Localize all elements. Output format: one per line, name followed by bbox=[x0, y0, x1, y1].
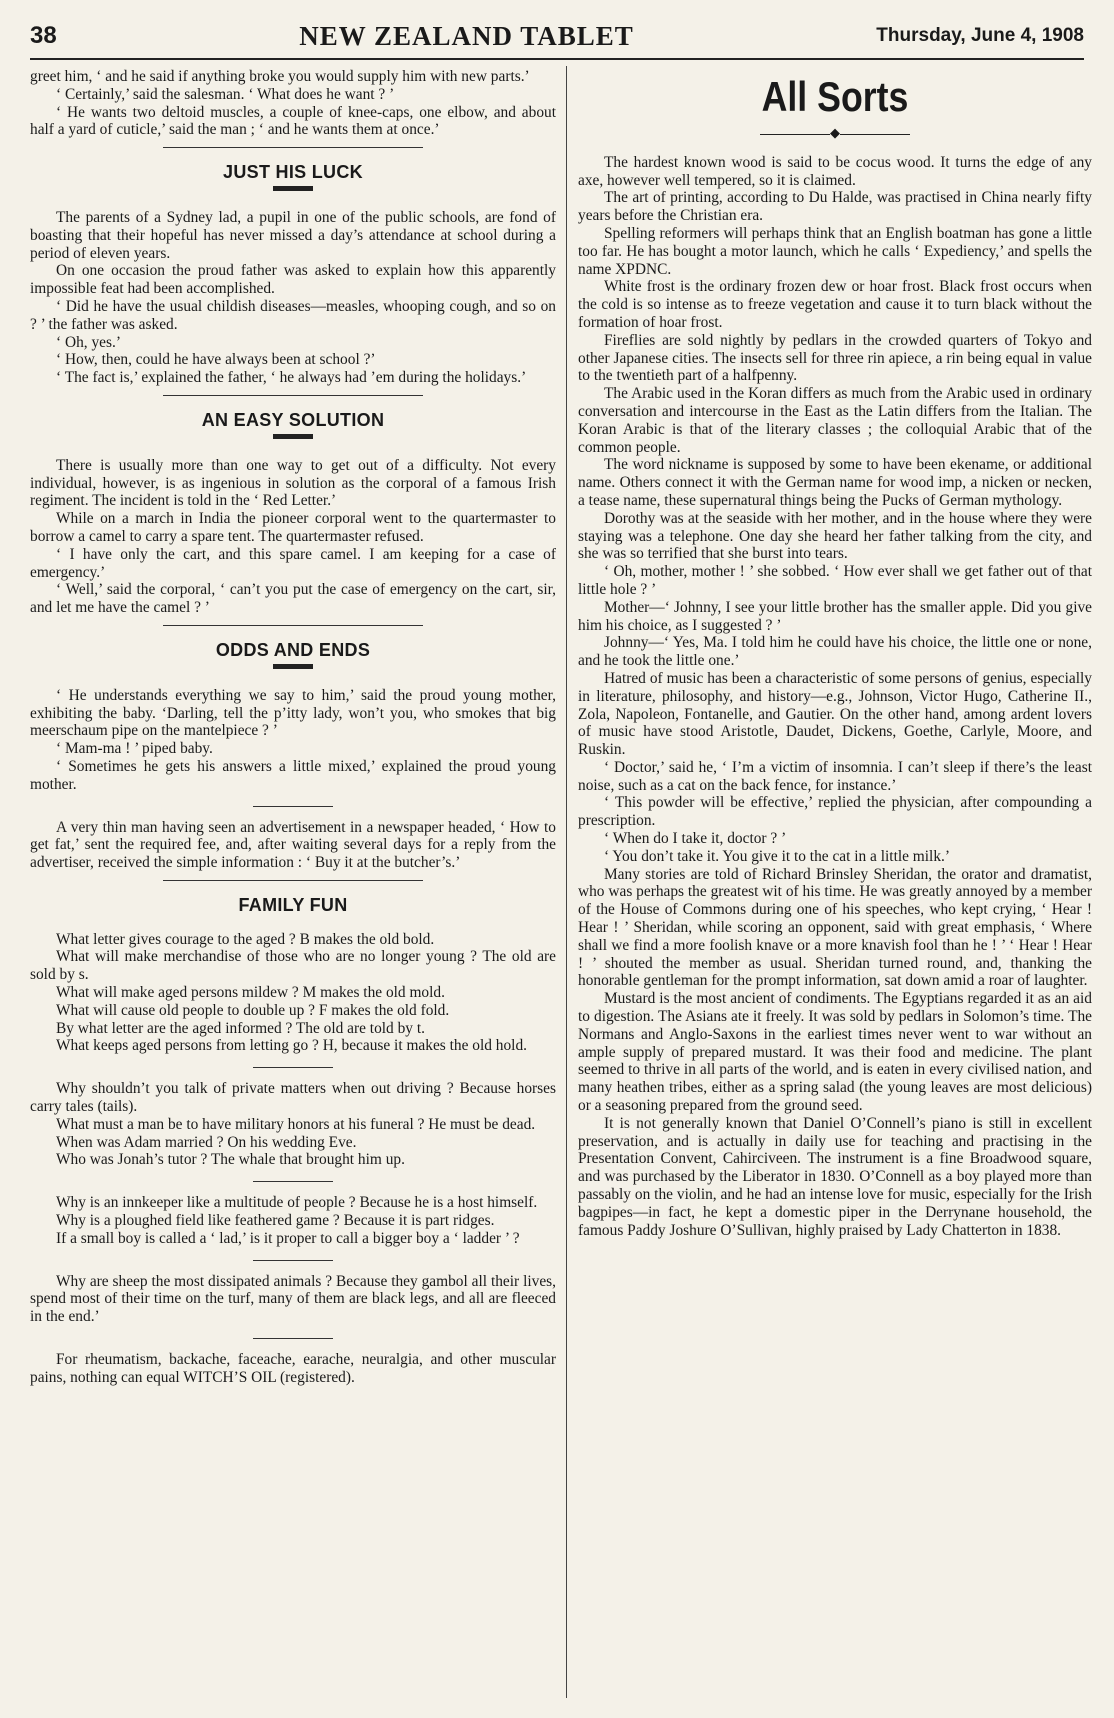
paragraph: Why shouldn’t you talk of private matters when out driving ? Because horses carry tales (tails). bbox=[30, 1080, 556, 1116]
paragraph: The parents of a Sydney lad, a pupil in one of the public schools, are fond of boasting that their hopeful has never missed a day’s attendance at school during a period of eleven years. bbox=[30, 208, 556, 262]
right-column bbox=[578, 68, 1092, 1239]
headline-dash bbox=[273, 434, 313, 439]
paragraph: Why is a ploughed field like feathered game ? Because it is part ridges. bbox=[56, 1212, 495, 1230]
masthead-rule bbox=[30, 58, 1084, 60]
paragraph: The hardest known wood is said to be cocus wood. It turns the edge of any axe, however well tempered, so it is claimed. bbox=[578, 153, 1092, 189]
paragraph: ‘ Oh, yes.’ bbox=[56, 333, 121, 351]
paragraph: ‘ The fact is,’ explained the father, ‘ he always had ’em during the holidays.’ bbox=[56, 369, 527, 387]
paragraph: While on a march in India the pioneer corporal went to the quartermaster to borrow a camel to carry a spare tent. The quartermaster refused. bbox=[30, 510, 556, 545]
paragraph: The Arabic used in the Koran differs as much from the Arabic used in ordinary conversation and intercourse in the East as the Latin differs from the Italian. The Koran Arabic is that of the literary classes ; the colloquial Arabic that of the common people. bbox=[578, 385, 1092, 456]
paragraph: On one occasion the proud father was asked to explain how this apparently impossible feat had been accomplished. bbox=[30, 262, 556, 298]
section-title-all-sorts: All Sorts bbox=[761, 73, 909, 120]
paragraph: Mother—‘ Johnny, I see your little brother has the smaller apple. Did you give him his choice, as I suggested ? ’ bbox=[578, 598, 1092, 634]
publication-title: NEW ZEALAND TABLET bbox=[299, 20, 634, 51]
section-rule bbox=[163, 625, 423, 626]
advertisement: For rheumatism, backache, faceache, earache, neuralgia, and other muscular pains, nothing can equal WITCH’S OIL (registered). bbox=[30, 1351, 556, 1386]
paragraph: The word nickname is supposed by some to have been ekename, or additional name. Others connect it with the German name for wood imp, a nicken or necken, a tease name, these supernatural things being the Pucks of German mythology. bbox=[578, 456, 1092, 509]
paragraph: ‘ I have only the cart, and this spare camel. I am keeping for a case of emergency.’ bbox=[30, 545, 556, 581]
separator-rule bbox=[253, 1260, 333, 1261]
headline-dash bbox=[273, 186, 313, 191]
paragraph: A very thin man having seen an advertisement in a newspaper headed, ‘ How to get fat,’ sent the required fee, and, after waiting several days for a reply from the advertiser, received the simple information : ‘ Buy it at the butcher’s.’ bbox=[30, 818, 556, 872]
paragraph: What keeps aged persons from letting go ? H, because it makes the old hold. bbox=[56, 1037, 527, 1055]
paragraph: Why are sheep the most dissipated animals ? Because they gambol all their lives, spend most of their time on the turf, many of them are black legs, and all are fleeced in the end.’ bbox=[30, 1272, 556, 1326]
paragraph: greet him, ‘ and he said if anything broke you would supply him with new parts.’ bbox=[30, 68, 530, 85]
diamond-icon: ◆ bbox=[830, 125, 840, 140]
paragraph: ‘ Did he have the usual childish diseases—measles, whooping cough, and so on ? ’ the father was asked. bbox=[30, 297, 556, 333]
left-column bbox=[30, 68, 556, 1387]
section-rule bbox=[163, 395, 423, 396]
paragraph: It is not generally known that Daniel O’Connell’s piano is still in excellent preservation, and is actually in daily use for teaching and practising in the Presentation Convent, Cahirciveen. The instrument is a fine Broadwood square, and was purchased by the Liberator in 1830. O’Connell as a boy played more than passably on the violin, and he had an intense love for music, especially for the Irish bagpipes—in fact, he kept a domestic piper in the Derrynane household, the famous Paddy Joshure O’Sullivan, highly praised by Lady Chatterton in 1838. bbox=[578, 1114, 1092, 1239]
masthead bbox=[30, 18, 1084, 54]
paragraph: ‘ Certainly,’ said the salesman. ‘ What does he want ? ’ bbox=[56, 85, 395, 103]
paragraph: Spelling reformers will perhaps think that an English boatman has gone a little too far. He has bought a motor launch, which he calls ‘ Expediency,’ and spells the name XPDNC. bbox=[578, 224, 1092, 278]
paragraph: Hatred of music has been a characteristic of some persons of genius, especially in literature, philosophy, and history—e.g., Johnson, Victor Hugo, Catherine II., Zola, Napoleon, Fontanelle, and Gautier. On the other hand, among ardent lovers of music have stood Aristotle, Daudet, Dickens, Goethe, Carlyle, Moore, and Ruskin. bbox=[578, 669, 1092, 759]
paragraph: ‘ Doctor,’ said he, ‘ I’m a victim of insomnia. I can’t sleep if there’s the least noise, such as a cat on the back fence, for instance.’ bbox=[578, 758, 1092, 794]
paragraph: Who was Jonah’s tutor ? The whale that brought him up. bbox=[56, 1151, 405, 1169]
paragraph: Why is an innkeeper like a multitude of people ? Because he is a host himself. bbox=[56, 1194, 538, 1212]
paragraph: What letter gives courage to the aged ? B makes the old bold. bbox=[56, 930, 435, 948]
paragraph: What will cause old people to double up ? F makes the old fold. bbox=[56, 1001, 450, 1019]
paragraph: ‘ He wants two deltoid muscles, a couple of knee-caps, one elbow, and about half a yard of cuticle,’ said the man ; ‘ and he wants them at once.’ bbox=[30, 103, 556, 139]
headline-an-easy-solution: AN EASY SOLUTION bbox=[201, 409, 385, 430]
separator-rule bbox=[253, 1181, 333, 1182]
paragraph: What must a man be to have military honors at his funeral ? He must be dead. bbox=[56, 1115, 536, 1133]
paragraph: By what letter are the aged informed ? The old are told by t. bbox=[56, 1019, 425, 1037]
paragraph: Many stories are told of Richard Brinsley Sheridan, the orator and dramatist, who was perhaps the greatest wit of his time. He was greatly annoyed by a member of the House of Commons during one of his speeches, who kept crying, ‘ Hear ! Hear ! ’ Sheridan, while scoring an opponent, said with great emphasis, ‘ Where shall we find a more foolish knave or a more knavish fool than he ! ’ ‘ Hear ! Hear ! ’ shouted the member as usual. Sheridan turned round, and, thanking the honorable gentleman for the prompt information, sat down amid a roar of laughter. bbox=[578, 865, 1092, 990]
paragraph: ‘ Oh, mother, mother ! ’ she sobbed. ‘ How ever shall we get father out of that little hole ? ’ bbox=[578, 563, 1092, 598]
paragraph: Mustard is the most ancient of condiments. The Egyptians regarded it as an aid to digestion. The Asians ate it freely. It was sold by pedlars in Solomon’s time. The Normans and Anglo-Saxons in the earliest times never went to war without an ample supply of prepared mustard. It was their food and medicine. The plant seemed to thrive in all parts of the world, and is eaten in every civilised nation, and many heathen tribes, either as a spring salad (the young leaves are most delicious) or a seasoning prepared from the ground seed. bbox=[578, 990, 1092, 1115]
section-rule bbox=[163, 147, 423, 148]
paragraph: ‘ Well,’ said the corporal, ‘ can’t you put the case of emergency on the cart, sir, and let me have the camel ? ’ bbox=[30, 581, 556, 617]
paragraph: ‘ This powder will be effective,’ replied the physician, after compounding a prescription. bbox=[578, 794, 1092, 830]
paragraph: ‘ Mam-ma ! ’ piped baby. bbox=[56, 740, 213, 758]
separator-rule bbox=[253, 1338, 333, 1339]
paragraph: Fireflies are sold nightly by pedlars in the crowded quarters of Tokyo and other Japanese cities. The insects sell for three rin apiece, a rin being equal in value to the twentieth part of a halfpenny. bbox=[578, 331, 1092, 385]
paragraph: ‘ You don’t take it. You give it to the cat in a little milk.’ bbox=[604, 847, 950, 865]
paragraph: There is usually more than one way to get out of a difficulty. Not every individual, however, is as ingenious in solution as the corporal of a famous Irish regiment. The incident is told in the ‘ Red Letter.’ bbox=[30, 456, 556, 510]
paragraph: The art of printing, according to Du Halde, was practised in China nearly fifty years before the Christian era. bbox=[578, 189, 1092, 225]
paragraph: ‘ He understands everything we say to him,’ said the proud young mother, exhibiting the baby. ‘Darling, tell the p’itty lady, won’t you, who smokes that big meerschaum pipe on the mantelpiece ? ’ bbox=[30, 686, 556, 740]
paragraph: Johnny—‘ Yes, Ma. I told him he could have his choice, the little one or none, and he took the little one.’ bbox=[578, 634, 1092, 670]
paragraph: ‘ Sometimes he gets his answers a little mixed,’ explained the proud young mother. bbox=[30, 757, 556, 793]
paragraph: Dorothy was at the seaside with her mother, and in the house where they were staying was a telephone. One day she heard her father talking from the city, and she was so terrified that she burst into tears. bbox=[578, 509, 1092, 563]
paragraph: What will make aged persons mildew ? M makes the old mold. bbox=[56, 984, 445, 1002]
paragraph: What will make merchandise of those who are no longer young ? The old are sold by s. bbox=[30, 948, 556, 984]
issue-date: Thursday, June 4, 1908 bbox=[876, 25, 1084, 46]
headline-dash bbox=[273, 664, 313, 669]
headline-just-his-luck: JUST HIS LUCK bbox=[223, 162, 363, 183]
paragraph: If a small boy is called a ‘ lad,’ is it proper to call a bigger boy a ‘ ladder ’ ? bbox=[56, 1229, 520, 1247]
section-rule bbox=[163, 880, 423, 881]
paragraph: ‘ When do I take it, doctor ? ’ bbox=[604, 830, 787, 848]
paragraph: ‘ How, then, could he have always been at school ?’ bbox=[56, 351, 376, 369]
headline-family-fun: FAMILY FUN bbox=[238, 894, 348, 915]
separator-rule bbox=[253, 806, 333, 807]
separator-rule bbox=[253, 1067, 333, 1068]
paragraph: White frost is the ordinary frozen dew or hoar frost. Black frost occurs when the cold is so intense as to freeze vegetation and cause it to turn black without the formation of hoar frost. bbox=[578, 278, 1092, 331]
headline-odds-and-ends: ODDS AND ENDS bbox=[215, 639, 371, 660]
title-ornament bbox=[578, 124, 1092, 142]
paragraph: When was Adam married ? On his wedding Eve. bbox=[56, 1133, 357, 1151]
column-divider bbox=[566, 66, 567, 1698]
page-number: 38 bbox=[30, 22, 57, 49]
